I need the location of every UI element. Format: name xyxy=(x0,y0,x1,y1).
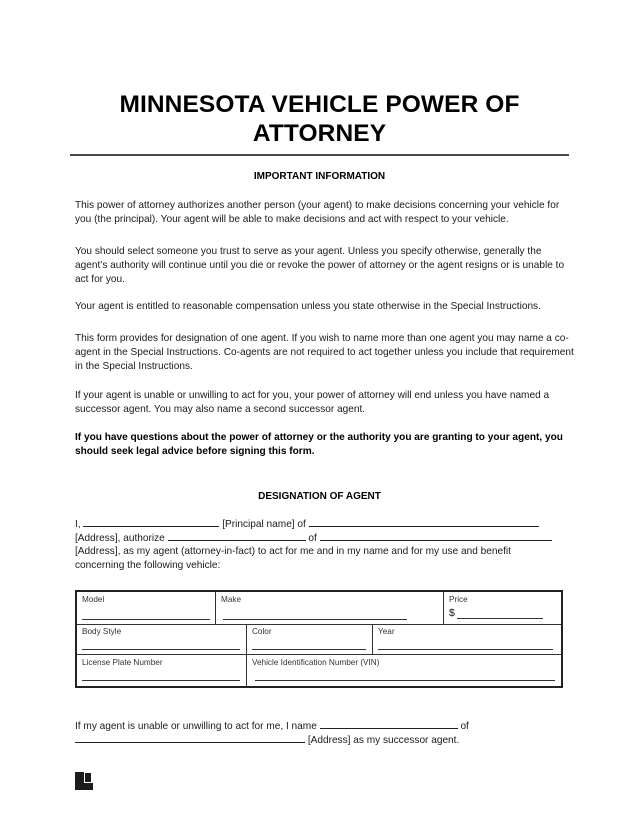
important-information-heading: IMPORTANT INFORMATION xyxy=(253,171,386,182)
successor-of-label: of xyxy=(460,721,469,732)
info-paragraph-3: Your agent is entitled to reasonable compensation unless you state otherwise in the Special Instructions. xyxy=(75,301,541,312)
principal-name-label: [Principal name] of xyxy=(222,519,306,530)
info-paragraph-5: If your agent is unable or unwilling to act for you, your power of attorney will end unless you have named a successor agent. You may also name a second successor agent. xyxy=(75,390,550,415)
year-field[interactable] xyxy=(378,649,553,650)
title-line-1: MINNESOTA VEHICLE POWER OF xyxy=(119,91,520,118)
agent-address-field[interactable] xyxy=(320,531,552,541)
designation-line-4: concerning the following vehicle: xyxy=(75,560,221,571)
authorize-label: [Address], authorize xyxy=(75,533,165,544)
color-year-divider xyxy=(372,624,373,654)
principal-address-field[interactable] xyxy=(309,517,539,527)
successor-intro: If my agent is unable or unwilling to act for me, I name xyxy=(75,721,317,732)
agent-of-label: of xyxy=(308,533,317,544)
vehicle-details-table xyxy=(75,590,563,688)
designation-of-agent-heading: DESIGNATION OF AGENT xyxy=(258,491,381,502)
title-line-2: ATTORNEY xyxy=(252,120,387,147)
model-label: Model xyxy=(82,595,105,604)
make-field[interactable] xyxy=(223,619,407,620)
color-label: Color xyxy=(252,627,272,636)
successor-name-field[interactable] xyxy=(320,719,458,729)
successor-address-field[interactable] xyxy=(75,733,305,743)
agent-name-field[interactable] xyxy=(168,531,306,541)
price-label: Price xyxy=(449,595,468,604)
license-plate-label: License Plate Number xyxy=(82,658,163,667)
legal-advice-notice: If you have questions about the power of attorney or the authority you are granting to your agent, you should seek legal advice before signing this form. xyxy=(75,432,563,457)
successor-address-label: [Address] as my successor agent. xyxy=(307,735,460,746)
year-label: Year xyxy=(378,627,395,636)
model-field[interactable] xyxy=(82,619,210,620)
document-logo-icon xyxy=(75,772,93,790)
color-field[interactable] xyxy=(252,649,366,650)
body-color-divider xyxy=(246,624,247,686)
successor-line-1 xyxy=(75,719,469,734)
model-make-divider xyxy=(215,592,216,624)
document-title xyxy=(70,90,569,148)
price-field[interactable] xyxy=(457,618,543,619)
license-plate-field[interactable] xyxy=(82,680,240,681)
make-price-divider xyxy=(443,592,444,624)
info-paragraph-4: This form provides for designation of one agent. If you wish to name more than one agent you may name a co-agent in the Special Instructions. Co-agents are not required to act together unless you include that requirement in the Special Instructions. xyxy=(75,333,574,372)
price-currency: $ xyxy=(449,607,455,619)
table-row-divider-2 xyxy=(77,654,561,655)
table-row-divider-1 xyxy=(77,624,561,625)
info-paragraph-2: You should select someone you trust to serve as your agent. Unless you specify otherwise, generally the agent’s authority will continue until you die or revoke the power of attorney or the agent resigns or is unable to act for you. xyxy=(75,246,565,285)
info-paragraph-1: This power of attorney authorizes another person (your agent) to make decisions concerning your vehicle for you (the principal). Your agent will be able to make decisions and act with respect to your vehicle. xyxy=(75,200,560,225)
body-style-field[interactable] xyxy=(82,649,240,650)
make-label: Make xyxy=(221,595,242,604)
title-divider xyxy=(70,154,569,156)
designation-line-3: [Address], as my agent (attorney-in-fact) to act for me and in my name and for my use and benefit xyxy=(75,546,511,557)
designation-line-1 xyxy=(75,517,539,532)
successor-line-2 xyxy=(75,733,459,748)
designation-i-label: I, xyxy=(75,519,81,530)
principal-name-field[interactable] xyxy=(83,517,219,527)
body-style-label: Body Style xyxy=(82,627,122,636)
vin-label: Vehicle Identification Number (VIN) xyxy=(252,658,380,667)
vin-field[interactable] xyxy=(255,680,555,681)
designation-line-2 xyxy=(75,531,552,546)
